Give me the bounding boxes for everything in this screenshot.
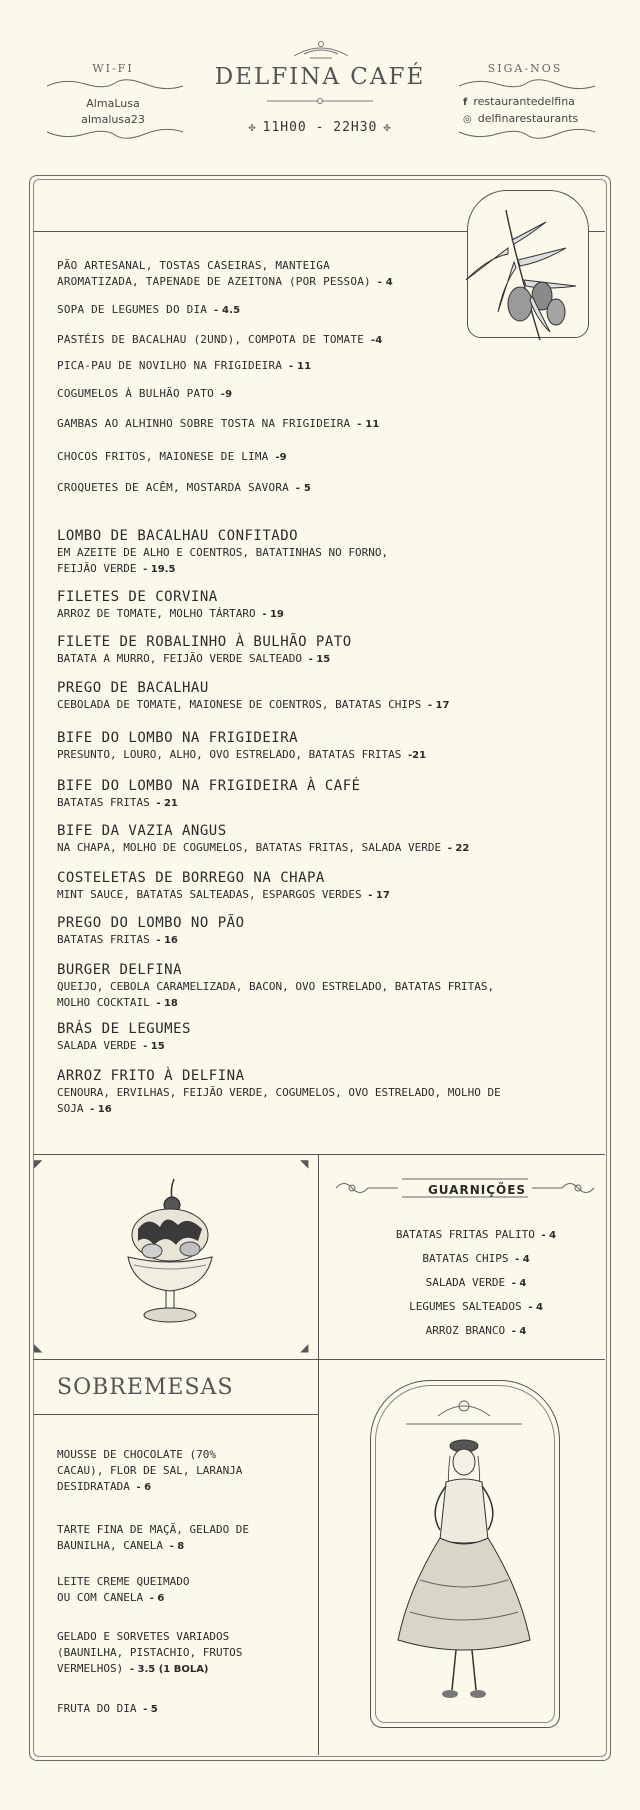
hours-ornament-right-icon: ✤ xyxy=(383,120,392,134)
sides-title: GUARNIÇÕES xyxy=(427,1183,527,1197)
vertical-divider xyxy=(318,1154,319,1755)
dessert-item: TARTE FINA DE MAÇÃ, GELADO DE BAUNILHA, CANELA - 8 xyxy=(57,1523,250,1552)
facebook-icon: f xyxy=(463,97,468,108)
starter-item: PASTÉIS DE BACALHAU (2UND), COMPOTA DE TOMATE -4 xyxy=(57,333,383,346)
facebook-link[interactable]: f restaurantedelfina xyxy=(463,95,575,108)
wifi-title: WI-FI xyxy=(92,62,134,75)
dessert-item: GELADO E SORVETES VARIADOS (BAUNILHA, PISTACHIO, FRUTOS VERMELHOS) - 3.5 (1 BOLA) xyxy=(57,1630,243,1675)
dessert-item: FRUTA DO DIA - 5 xyxy=(57,1702,158,1715)
folk-woman-icon xyxy=(380,1390,548,1720)
starter-item: GAMBAS AO ALHINHO SOBRE TOSTA NA FRIGIDEIRA - 11 xyxy=(57,417,380,430)
wifi-password: almalusa23 xyxy=(81,113,145,126)
side-item: BATATAS CHIPS - 4 xyxy=(422,1252,530,1265)
main-item: BIFE DO LOMBO NA FRIGIDEIRA PRESUNTO, LOURO, ALHO, OVO ESTRELADO, BATATAS FRITAS -21 xyxy=(57,730,427,761)
hours-ornament-left-icon: ✤ xyxy=(248,120,257,134)
divider xyxy=(33,1359,605,1360)
starter-item: COGUMELOS À BULHÃO PATO -9 xyxy=(57,387,233,400)
dessert-item: MOUSSE DE CHOCOLATE (70% CACAU), FLOR DE SAL, LARANJA DESIDRATADA - 6 xyxy=(57,1448,243,1493)
restaurant-title: DELFINA CAFÉ xyxy=(214,64,426,90)
side-item: LEGUMES SALTEADOS - 4 xyxy=(409,1300,543,1313)
follow-flourish-top-icon xyxy=(457,78,597,90)
main-item: BRÁS DE LEGUMES SALADA VERDE - 15 xyxy=(57,1021,191,1052)
corner-ornament-icon: ◣ xyxy=(34,1340,43,1356)
corner-ornament-icon: ◢ xyxy=(300,1340,309,1356)
main-item: FILETES DE CORVINA ARROZ DE TOMATE, MOLHO TÁRTARO - 19 xyxy=(57,589,284,620)
main-item: BIFE DO LOMBO NA FRIGIDEIRA À CAFÉ BATATAS FRITAS - 21 xyxy=(57,778,361,809)
divider xyxy=(33,1154,605,1155)
main-item: PREGO DE BACALHAU CEBOLADA DE TOMATE, MAIONESE DE COENTROS, BATATAS CHIPS - 17 xyxy=(57,680,450,711)
header xyxy=(0,0,640,160)
crown-ornament-icon xyxy=(290,38,352,60)
title-underline-ornament-icon xyxy=(265,96,375,106)
dessert-item: LEITE CREME QUEIMADO OU COM CANELA - 6 xyxy=(57,1575,190,1604)
side-item: BATATAS FRITAS PALITO - 4 xyxy=(395,1228,557,1241)
main-item: ARROZ FRITO À DELFINA CENOURA, ERVILHAS, FEIJÃO VERDE, COGUMELOS, OVO ESTRELADO, MOLHO DE SOJA - 16 xyxy=(57,1068,501,1115)
side-item: ARROZ BRANCO - 4 xyxy=(425,1324,527,1337)
starter-item: PICA-PAU DE NOVILHO NA FRIGIDEIRA - 11 xyxy=(57,359,312,372)
main-item: FILETE DE ROBALINHO À BULHÃO PATO BATATA A MURRO, FEIJÃO VERDE SALTEADO - 15 xyxy=(57,634,352,665)
instagram-link[interactable]: ◎ delfinarestaurants xyxy=(463,112,579,125)
follow-title: SIGA-NOS xyxy=(487,62,563,75)
side-item: SALADA VERDE - 4 xyxy=(425,1276,527,1289)
opening-hours: ✤ 11H00 - 22H30 ✤ xyxy=(248,120,392,135)
corner-ornament-icon: ◤ xyxy=(34,1156,43,1172)
main-item: PREGO DO LOMBO NO PÃO BATATAS FRITAS - 16 xyxy=(57,915,245,946)
corner-ornament-icon: ◥ xyxy=(300,1156,309,1172)
main-item: BURGER DELFINA QUEIJO, CEBOLA CARAMELIZADA, BACON, OVO ESTRELADO, BATATAS FRITAS, MOLHO COCKTAIL - 18 xyxy=(57,962,495,1009)
main-item: COSTELETAS DE BORREGO NA CHAPA MINT SAUCE, BATATAS SALTEADAS, ESPARGOS VERDES - 17 xyxy=(57,870,390,901)
divider xyxy=(33,1414,318,1415)
starter-item: SOPA DE LEGUMES DO DIA - 4.5 xyxy=(57,303,241,316)
starter-item: CROQUETES DE ACÊM, MOSTARDA SAVORA - 5 xyxy=(57,481,311,494)
main-item: BIFE DA VAZIA ANGUS NA CHAPA, MOLHO DE COGUMELOS, BATATAS FRITAS, SALADA VERDE - 22 xyxy=(57,823,470,854)
desserts-title: SOBREMESAS xyxy=(57,1375,234,1400)
ice-cream-sundae-icon xyxy=(118,1175,222,1335)
instagram-icon: ◎ xyxy=(463,114,472,125)
starter-item: CHOCOS FRITOS, MAIONESE DE LIMA -9 xyxy=(57,450,287,463)
wifi-network: AlmaLusa xyxy=(86,97,140,110)
main-item: LOMBO DE BACALHAU CONFITADO EM AZEITE DE ALHO E COENTROS, BATATINHAS NO FORNO, FEIJÃO VERDE - 19.5 xyxy=(57,528,389,575)
follow-flourish-bottom-icon xyxy=(457,128,597,140)
starter-item: PÃO ARTESANAL, TOSTAS CASEIRAS, MANTEIGA AROMATIZADA, TAPENADE DE AZEITONA (POR PESSOA) - 4 xyxy=(57,259,393,288)
